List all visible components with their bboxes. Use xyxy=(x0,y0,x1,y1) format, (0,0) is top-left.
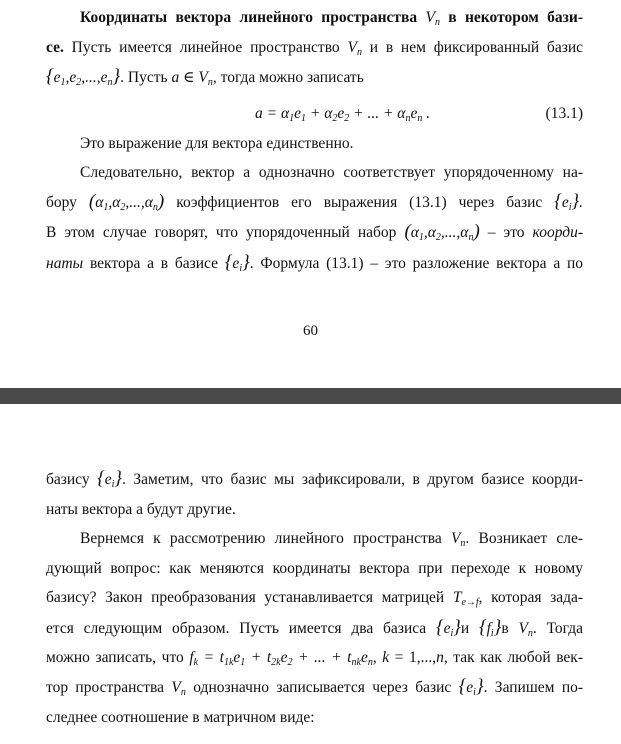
math-basis-ei: $\{e_i\}$ xyxy=(458,676,484,698)
math-Vn: $V_n$ xyxy=(425,9,440,28)
paragraph-3-line-4 xyxy=(46,254,583,274)
section-heading-line-1 xyxy=(80,8,583,28)
text: . Возникает сле- xyxy=(465,530,583,547)
text: тор пространства xyxy=(46,679,165,696)
math-Vn: $V_n$ xyxy=(347,39,362,58)
text: . Пусть xyxy=(120,69,168,86)
text: Вернемся к рассмотрению линейного пространства xyxy=(80,530,442,547)
page-61 xyxy=(0,404,621,744)
math-basis-ei: $\{e_i\}$ xyxy=(224,252,250,274)
text: однозначно записывается через базис xyxy=(193,679,452,696)
math-alpha-tuple: $(\alpha_1,\alpha_2,...,\alpha_n)$ xyxy=(88,191,165,213)
bottom-line-2: наты вектора a будут другие. xyxy=(46,501,236,518)
page-number: 60 xyxy=(303,323,318,339)
math-Vn: $V_n$ xyxy=(450,530,466,549)
text: базису xyxy=(46,471,90,488)
bottom-line-8 xyxy=(46,678,583,698)
text: бору xyxy=(46,194,77,211)
bottom-line-1 xyxy=(46,470,583,490)
bottom-line-6 xyxy=(46,619,583,639)
bottom-line-5 xyxy=(46,588,583,608)
bottom-line-9: следнее соотношение в матричном виде: xyxy=(46,709,315,726)
text: Пусть имеется линейное пространство xyxy=(71,39,340,56)
text: , тогда можно записать xyxy=(212,69,364,86)
text: . Заметим, что базис мы зафиксировали, в другом базисе коорди- xyxy=(122,471,583,488)
bottom-line-4: дующий вопрос: как меняются координаты вектора при переходе к новому xyxy=(46,560,583,577)
text: . Тогда xyxy=(532,620,584,637)
text: В этом случае говорят, что упорядоченный набор xyxy=(46,224,397,241)
paragraph-3-line-1: Следовательно, вектор a однозначно соответствует упорядоченному на- xyxy=(80,164,583,181)
text: . Формула (13.1) – это разложение вектора a по xyxy=(249,255,584,272)
paragraph-3-line-3 xyxy=(46,223,583,243)
paragraph-1-line-1 xyxy=(46,38,583,58)
math-a-in-Vn: a ∈ $V_n$ xyxy=(171,69,213,88)
text: . Запишем по- xyxy=(483,679,584,696)
math-basis-ei: $\{e_i\}$ xyxy=(97,468,122,490)
math-Vn: $V_n$ xyxy=(171,679,186,698)
heading-text: в некотором бази- xyxy=(448,9,584,26)
bottom-line-3 xyxy=(80,529,583,549)
text: можно записать, что xyxy=(46,649,184,666)
text: базису? Закон преобразования устанавливается матрицей xyxy=(46,589,445,606)
bottom-line-7: можно записать, что $f_k = t_{1k}e_1 + t_{2k}e_2$ + ... + $t_{nk}e_n$, k = 1,...,n, так как любой век- xyxy=(46,649,583,668)
math-basis-set: $\{e_1,e_2,...,e_n\}$ xyxy=(46,66,121,88)
text: вектора a в базисе xyxy=(89,255,219,272)
text: – это xyxy=(487,224,525,241)
text: ется следующим образом. Пусть имеется два базиса xyxy=(46,620,427,637)
math-two-bases: $\{e_i\}и$ $\{f_i\}в$ $V_n$ xyxy=(436,617,533,639)
text: , так как любой век- xyxy=(443,649,583,666)
text: , которая зада- xyxy=(478,589,584,606)
math-T-matrix: $T_{e\to f}$ xyxy=(452,589,479,608)
math-alpha-tuple: $(\alpha_1,\alpha_2,...,\alpha_n)$ xyxy=(404,221,480,243)
heading-text: Координаты вектора линейного пространства xyxy=(80,9,418,26)
math-fk-expansion: $f_k = t_{1k}e_1 + t_{2k}e_2$ + ... + $t_{nk}e_n$ xyxy=(189,649,373,668)
math-k-range: k xyxy=(382,649,390,666)
heading-text-end: се. xyxy=(46,39,64,56)
term-coordinates-end: наты xyxy=(46,255,84,272)
paragraph-2: Это выражение для вектора единственно. xyxy=(80,135,354,152)
math-basis-ei: $\{e_i\}$. xyxy=(554,191,584,213)
text: и в нем фиксированный базис xyxy=(369,39,584,56)
page-separator xyxy=(0,388,621,404)
text: коэффициентов его выражения (13.1) через базис xyxy=(176,194,543,211)
paragraph-3-line-2 xyxy=(46,193,583,213)
term-coordinates: коорди- xyxy=(532,224,583,241)
paragraph-1-line-2 xyxy=(46,68,583,88)
equation-number: (13.1) xyxy=(545,105,583,122)
equation-body: $a = \alpha_1e_1 + \alpha_2e_2$ + ... + $\alpha_ne_n$ . xyxy=(255,105,431,124)
